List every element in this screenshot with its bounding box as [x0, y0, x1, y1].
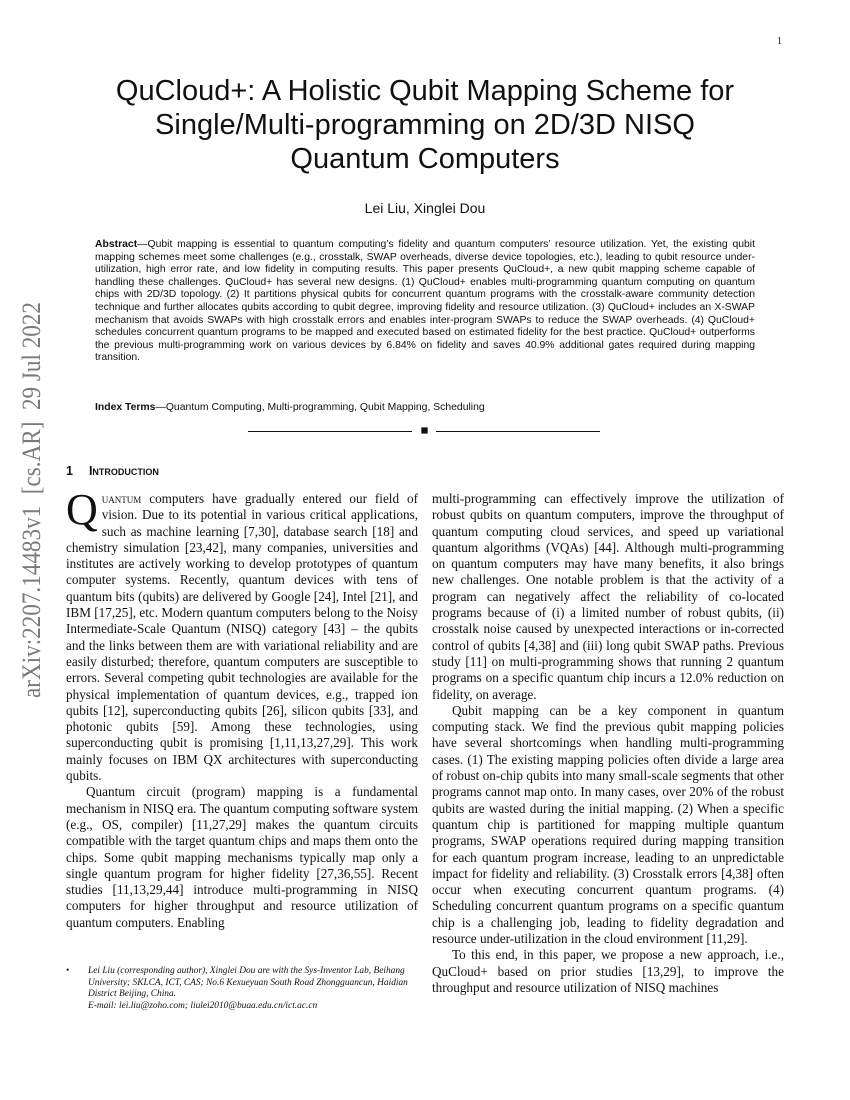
footnote-affiliation: Lei Liu (corresponding author), Xinglei Dou are with the Sys-Inventor Lab, Beihang University; SKLCA, ICT, CAS; No.6 Kexueyuan South Road Zhongguancun, Haidian District Beijing, China. — [88, 966, 408, 1000]
body-paragraph: Quantum circuit (program) mapping is a fundamental mechanism in NISQ era. The quantum computing software system (e.g., OS, compiler) [11,27,29] makes the quantum circuits compatible with the target quantum chips and maps them onto the chips. Some qubit mapping mechanisms typically map only a single quantum program for higher fidelity [27,36,55]. Recent studies [11,13,29,44] introduce multi-programming in NISQ computers for higher throughput and resource utilization of quantum computers. Enabling — [66, 784, 418, 930]
arxiv-stamp-text: arXiv:2207.14483v1 [cs.AR] 29 Jul 2022 — [17, 300, 46, 698]
body-paragraph — [66, 485, 418, 784]
index-terms-label: Index Terms — [95, 402, 156, 413]
index-terms-text: —Quantum Computing, Multi-programming, Qubit Mapping, Scheduling — [155, 402, 485, 413]
body-column-left — [66, 485, 418, 931]
arxiv-stamp — [10, 300, 50, 700]
author-footnote — [66, 966, 418, 1012]
title-line: Single/Multi-programming on 2D/3D NISQ — [155, 109, 695, 141]
section-title: Introduction — [88, 464, 159, 478]
body-paragraph: Qubit mapping can be a key component in quantum computing stack. We find the previous qubit mapping policies have several shortcomings when handling multi-programming cases. (1) The existing mapping policies often divide a large area of robust on-chip qubits into many small-scale segments that other programs cannot map onto. In many cases, over 20% of the robust qubits are wasted during the initial mapping. (2) When a specific quantum chip is partitioned for mapping multiple quantum programs, SWAP operations required during mapping transition for each quantum program increase, leading to an unpredictable impact for fidelity and reliability. (3) Crosstalk errors [4,38] often occur when executing concurrent quantum programs. (4) Scheduling concurrent quantum programs on a specific quantum chip is a challenging job, leading to fidelity degradation and resource under-utilization in the cloud environment [11,29]. — [432, 702, 784, 947]
section-heading — [66, 464, 159, 478]
body-paragraph: To this end, in this paper, we propose a new approach, i.e., QuCloud+ based on prior studies [13,29], to improve the throughput and resource utilization of NISQ machines — [432, 947, 784, 995]
divider-line-left — [248, 431, 412, 432]
body-paragraph: multi-programming can effectively improve the utilization of robust qubits on quantum computers, improve the throughput of quantum computing cloud services, and speed up variational quantum algorithms (VQAs) [44]. Although multi-programming on quantum computers may have many benefits, it also brings new challenges. One notable problem is that the activity of a program can negatively affect the reliability of co-located programs because of (i) a limited number of robust qubits, (ii) crosstalk noise caused by unexpected interactions or in-corrected control of qubits [4,38] and (iii) long qubit SWAP paths. Previous study [11] on multi-programming shows that running 2 quantum programs on a specific quantum chip incurs a 12.0% reduction on fidelity, on average. — [432, 491, 784, 702]
title-line: QuCloud+: A Holistic Qubit Mapping Scheme for — [115, 75, 735, 107]
index-terms — [95, 402, 755, 413]
abstract-label: Abstract — [95, 239, 138, 250]
paragraph-text: computers have gradually entered our field of vision. Due to its potential in various critical applications, such as machine learning [7,30], database search [18] and chemistry simulation [23,42], many companies, universities and institutes are actively working to develop prototypes of quantum computer systems. Recently, quantum devices with tens of quantum bits (qubits) are delivered by Google [24], Intel [21], and IBM [17,25], etc. Modern quantum computers belong to the Noisy Intermediate-Scale Quantum (NISQ) category [43] – the qubits and the links between them are with variational reliability and are easily disturbed; therefore, quantum computers are susceptible to errors. Several competing qubit technologies are available for the physical implementation of quantum devices, e.g., trapped ion qubits [12], superconducting qubits [26], silicon qubits [33], and photonic qubits [59]. Among these technologies, using superconducting qubit is promising [1,11,13,27,29]. This work mainly focuses on IBM QX architectures with superconducting qubits. — [66, 491, 418, 784]
abstract — [95, 239, 755, 365]
section-number: 1 — [66, 464, 73, 478]
footnote-email: E-mail: lei.liu@zoho.com; liulei2010@buaa.edu.cn/ict.ac.cn — [88, 1000, 318, 1011]
drop-cap: Q — [66, 485, 98, 534]
section-divider — [248, 424, 600, 438]
author-list: Lei Liu, Xinglei Dou — [364, 200, 486, 216]
page-number: 1 — [777, 36, 782, 47]
smallcaps-lead: uantum — [101, 491, 142, 506]
title-line: Quantum Computers — [290, 143, 560, 175]
divider-diamond-icon — [418, 424, 431, 437]
divider-line-right — [436, 431, 600, 432]
abstract-text: —Qubit mapping is essential to quantum computing’s fidelity and quantum computers’ resource utilization. Yet, the existing qubit mapping schemes meet some challenges (e.g., crosstalk, SWAP overheads, diverse device topologies, etc.), leading to qubit resource under-utilization, high error rate, and low fidelity in computing results. This paper presents QuCloud+, a new qubit mapping scheme capable of handling these challenges. QuCloud+ has several new designs. (1) QuCloud+ enables multi-programming quantum computing on quantum chips with 2D/3D topology. (2) It partitions physical qubits for concurrent quantum programs with the crosstalk-aware community detection technique and further allocates qubits according to qubit degree, improving fidelity and resource utilization. (3) QuCloud+ includes an X-SWAP mechanism that avoids SWAPs with high crosstalk errors and enables inter-program SWAPs to reduce the SWAP overheads. (4) QuCloud+ schedules concurrent quantum programs to be mapped and executed based on estimated fidelity for the best practice. QuCloud+ outperforms the previous multi-programming work on various devices by 6.84% on fidelity and saves 40.9% additional gates required during mapping transition. — [95, 239, 755, 364]
footnote-bullet-icon: • — [66, 966, 70, 976]
paper-title — [60, 74, 790, 176]
body-column-right — [432, 491, 784, 996]
